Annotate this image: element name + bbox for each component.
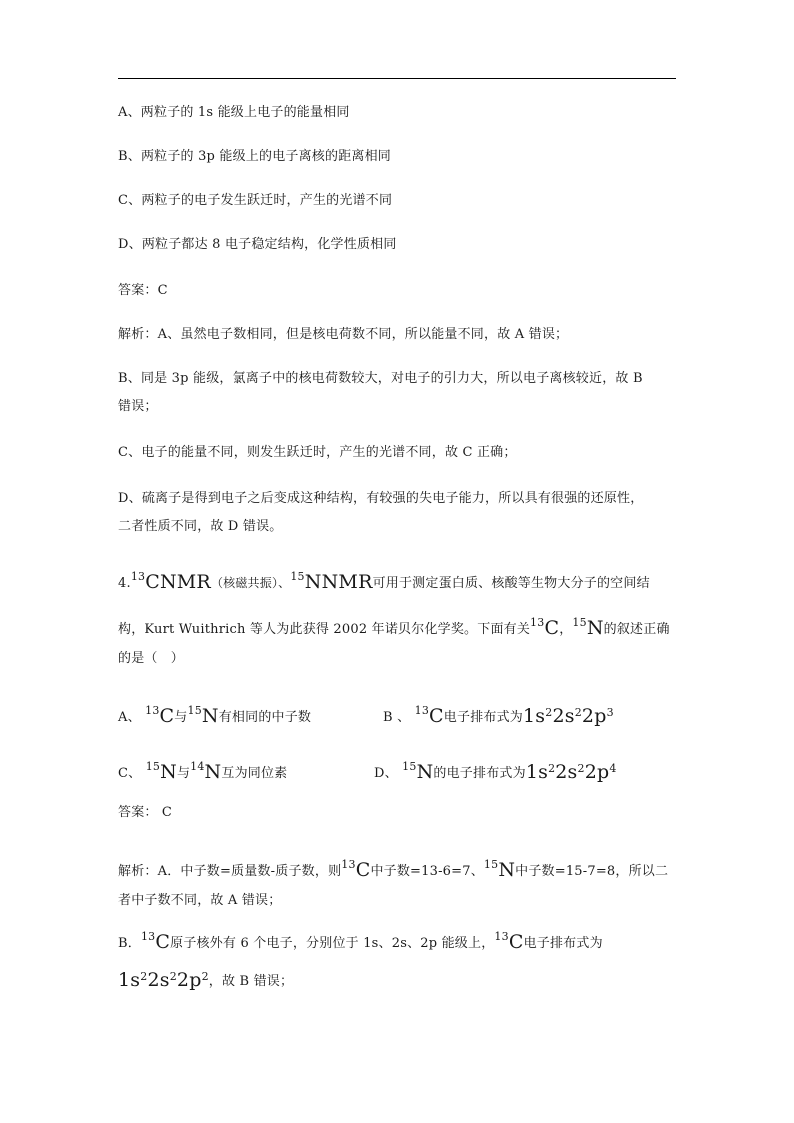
n15-symbol: $^{15}$N	[402, 760, 434, 783]
explanation-c: C、电子的能量不同，则发生跃迁时，产生的光谱不同，故 C 正确；	[118, 445, 517, 460]
exp-a-text2: 中子数=13-6=7、	[370, 864, 484, 879]
q4-option-b	[383, 702, 614, 727]
q4-option-b-label: B 、	[383, 710, 411, 725]
explanation-a: 解析：A、虽然电子数相同，但是核电荷数不同，所以能量不同，故 A 错误；	[118, 327, 569, 342]
n14-symbol: $^{14}$N	[190, 760, 222, 783]
explanation-2-a-cont: 者中子数不同，故 A 错误；	[118, 893, 282, 908]
cnmr-formula: $^{13}$CNMR	[130, 570, 211, 593]
explanation-b-cont: 错误；	[118, 399, 158, 414]
q4-option-d	[374, 758, 617, 783]
answer-2: 答案： C	[118, 805, 173, 820]
q4-comma: ，	[559, 622, 573, 637]
option-c-text: C、两粒子的电子发生跃迁时，产生的光谱不同	[118, 193, 393, 208]
n15-symbol: $^{15}$N	[483, 858, 516, 881]
c13-symbol: $^{13}$C	[145, 704, 175, 727]
header-rule	[118, 78, 676, 79]
q4-option-a	[118, 702, 311, 727]
electron-config-d: $1s^22s^22p^4$	[525, 761, 617, 783]
electron-config-b: $1s^22s^22p^3$	[523, 705, 614, 727]
exp-b-text2: 原子核外有 6 个电子，分别位于 1s、2s、2p 能级上，	[170, 936, 495, 951]
n15-symbol: $^{15}$N	[187, 704, 219, 727]
n15-symbol: $^{15}$N	[572, 616, 604, 639]
answer-text: 答案：C	[118, 283, 168, 298]
q4-option-a-text2: 有相同的中子数	[218, 710, 312, 725]
exp-b-text1: B．	[118, 936, 141, 951]
q4-text-3: 构，Kurt Wuithrich 等人为此获得 2002 年诺贝尔化学奖。下面有关	[118, 622, 531, 637]
q4-option-c-text2: 互为同位素	[221, 766, 288, 781]
c13-symbol: $^{13}$C	[341, 858, 371, 881]
question-number: 4.	[118, 576, 131, 591]
c13-symbol: $^{13}$C	[530, 616, 560, 639]
question-4-line1	[118, 568, 650, 593]
q4-option-d-label: D、	[374, 766, 398, 781]
q4-option-c-label: C、	[118, 766, 142, 781]
explanation-d-cont: 二者性质不同，故 D 错误。	[118, 519, 283, 534]
q4-option-c-text1: 与	[176, 766, 191, 781]
explanation-2-b	[118, 928, 603, 953]
nnmr-formula: $^{15}$NNMR	[290, 570, 373, 593]
explanation-b: B、同是 3p 能级，氯离子中的核电荷数较大，对电子的引力大，所以电子离核较近，故 B	[118, 371, 643, 386]
c13-symbol: $^{13}$C	[140, 930, 171, 953]
explanation-d: D、硫离子是得到电子之后变成这种结构，有较强的失电子能力，所以具有很强的还原性，	[118, 491, 644, 506]
option-b-text: B、两粒子的 3p 能级上的电子离核的距离相同	[118, 149, 392, 164]
option-d-text: D、两粒子都达 8 电子稳定结构，化学性质相同	[118, 237, 397, 252]
q4-text-2: 可用于测定蛋白质、核酸等生物大分子的空间结	[372, 576, 650, 591]
question-4-line3: 的是（ ）	[118, 651, 185, 666]
c13-symbol: $^{13}$C	[414, 704, 444, 727]
q4-option-d-text: 的电子排布式为	[433, 766, 526, 781]
q4-option-a-label: A、	[118, 710, 141, 725]
question-4-line2	[118, 614, 670, 639]
n15-symbol: $^{15}$N	[145, 760, 177, 783]
q4-text-1: （核磁共振）、	[210, 576, 291, 590]
exp-b-text4: ，故 B 错误；	[208, 974, 294, 989]
exp-a-text3: 中子数=15-7=8，所以二	[515, 864, 669, 879]
q4-text-4: 的叙述正确	[603, 622, 670, 637]
explanation-2-b-cont	[118, 968, 293, 991]
explanation-2-a	[118, 856, 668, 881]
q4-option-b-text: 电子排布式为	[443, 710, 523, 725]
electron-config-actual: $1s^22s^22p^2$	[118, 969, 209, 991]
c13-symbol: $^{13}$C	[494, 930, 524, 953]
q4-option-c	[118, 758, 287, 783]
exp-a-text1: 解析：A．中子数=质量数-质子数，则	[118, 864, 342, 879]
q4-option-a-text1: 与	[174, 710, 188, 725]
exp-b-text3: 电子排布式为	[523, 936, 603, 951]
option-a-text: A、两粒子的 1s 能级上电子的能量相同	[118, 105, 350, 120]
